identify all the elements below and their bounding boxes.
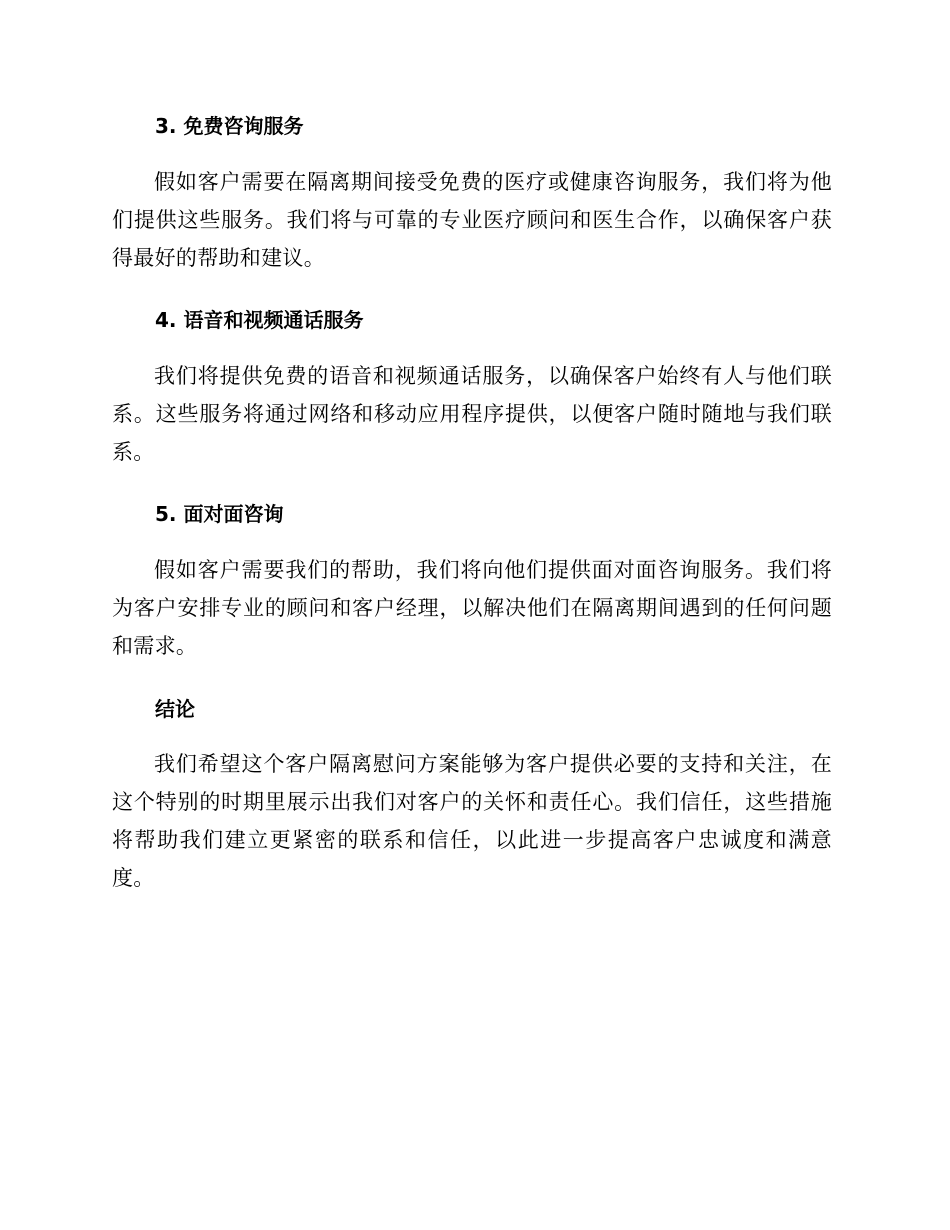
section-heading-voice-video: 4. 语音和视频通话服务: [155, 308, 364, 332]
section-heading-conclusion: 结论: [155, 697, 195, 721]
section-paragraph-free-consultation: 假如客户需要在隔离期间接受免费的医疗或健康咨询服务，我们将为他们提供这些服务。我们将与可靠的专业医疗顾问和医生合作，以确保客户获得最好的帮助和建议。: [112, 170, 832, 270]
section-paragraph-face-to-face: 假如客户需要我们的帮助，我们将向他们提供面对面咨询服务。我们将为客户安排专业的顾问和客户经理，以解决他们在隔离期间遇到的任何问题和需求。: [112, 558, 832, 658]
section-paragraph-conclusion: 我们希望这个客户隔离慰问方案能够为客户提供必要的支持和关注，在这个特别的时期里展示出我们对客户的关怀和责任心。我们信任，这些措施将帮助我们建立更紧密的联系和信任，以此进一步提高客户忠诚度和满意度。: [112, 752, 832, 890]
section-heading-face-to-face: 5. 面对面咨询: [155, 502, 284, 526]
section-heading-free-consultation: 3. 免费咨询服务: [155, 114, 304, 138]
section-paragraph-voice-video: 我们将提供免费的语音和视频通话服务，以确保客户始终有人与他们联系。这些服务将通过网络和移动应用程序提供，以便客户随时随地与我们联系。: [112, 364, 832, 464]
